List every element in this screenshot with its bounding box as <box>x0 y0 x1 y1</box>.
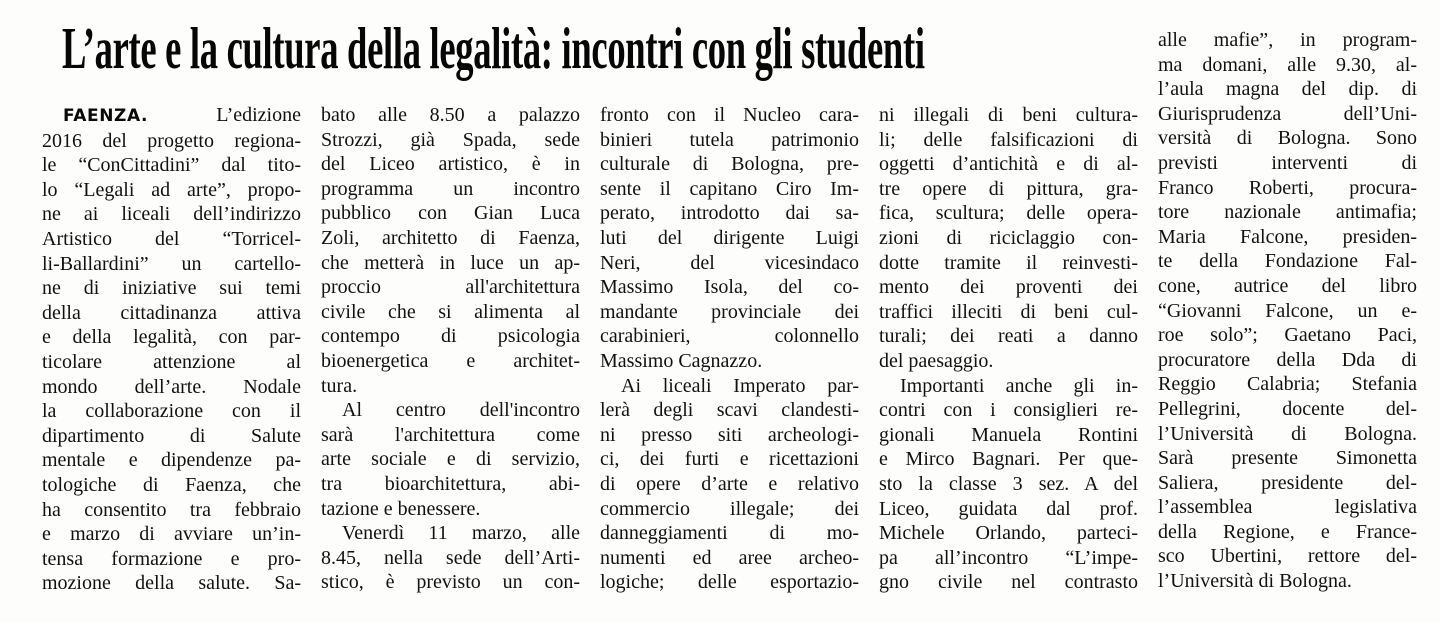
text-line: Importanti anche gli in- <box>900 374 1138 397</box>
text-line: programma un incontro <box>321 177 580 200</box>
text-line: ha consentito tra febbraio <box>42 498 301 521</box>
text-line: ne di iniziative sui temi <box>42 277 301 300</box>
text-line: carabinieri, colonnello <box>600 325 859 348</box>
text-line: della Regione, e France- <box>1158 520 1417 543</box>
text-line: culturale di Bologna, pre- <box>600 153 859 176</box>
text-line: gno civile nel contrasto <box>879 571 1138 594</box>
text-line: ticolare attenzione al <box>42 350 301 373</box>
article-column-4 <box>879 103 1138 595</box>
text-line: sco Ubertini, rettore del- <box>1158 545 1417 568</box>
text-line: civile che si alimenta al <box>321 300 580 323</box>
text-line: Franco Roberti, procura- <box>1158 176 1417 199</box>
text-line: sto la classe 3 sez. A del <box>879 472 1138 495</box>
text-line: roe solo”; Gaetano Paci, <box>1158 324 1417 347</box>
text-line: ne ai liceali dell’indirizzo <box>42 203 301 226</box>
text-line: bioenergetica e architet- <box>321 349 580 372</box>
text-line: Liceo, guidata dal prof. <box>879 497 1138 520</box>
text-line: contempo di psicologia <box>321 325 580 348</box>
article-column-1 <box>42 103 301 596</box>
text-line: turali; dei reati a danno <box>879 325 1138 348</box>
text-line: mentale e dipendenze pa- <box>42 449 301 472</box>
text-line: Neri, del vicesindaco <box>600 251 859 274</box>
text-line: tologiche di Faenza, che <box>42 473 301 496</box>
text-line: pubblico con Gian Luca <box>321 202 580 225</box>
text-line: FAENZA. L’edizione <box>63 104 301 126</box>
text-line: li; delle falsificazioni di <box>879 128 1138 151</box>
text-line: cone, autrice del libro <box>1158 274 1417 297</box>
text-line: numenti ed aree archeo- <box>600 546 859 569</box>
text-line: tazione e benessere. <box>321 497 481 520</box>
text-line: mozione della salute. Sa- <box>42 572 301 595</box>
text-line: Saliera, presidente del- <box>1158 471 1417 494</box>
text-line: Massimo Isola, del co- <box>600 276 859 299</box>
text-line: 2016 del progetto regiona- <box>42 129 301 152</box>
text-line: e Mirco Bagnari. Per que- <box>879 448 1138 471</box>
text-line: del Liceo artistico, è in <box>321 153 580 176</box>
text-line: ci, dei furti e ricettazioni <box>600 448 859 471</box>
text-line: lo “Legali ad arte”, propo- <box>42 178 301 201</box>
text-line: mandante provinciale dei <box>600 300 859 323</box>
text-line: ni illegali di beni cultura- <box>879 104 1138 126</box>
text-line: Strozzi, già Spada, sede <box>321 128 580 151</box>
text-line: Michele Orlando, parteci- <box>879 522 1138 545</box>
text-line: procuratore della Dda di <box>1158 348 1417 371</box>
text-line: Al centro dell'incontro <box>342 399 580 422</box>
text-line: che metterà in luce un ap- <box>321 251 580 274</box>
text-line: perato, introdotto dai sa- <box>600 202 859 225</box>
text-line: Giurisprudenza dell’Uni- <box>1158 102 1417 125</box>
text-line: tra bioarchitettura, abi- <box>321 472 580 495</box>
text-line: contri con i consiglieri re- <box>879 399 1138 422</box>
text-line: di opere d’arte e relativo <box>600 472 859 495</box>
text-line: Pellegrini, docente del- <box>1158 397 1417 420</box>
text-line: dotte tramite il reinvesti- <box>879 251 1138 274</box>
text-line: Massimo Cagnazzo. <box>600 349 763 372</box>
text-line: binieri tutela patrimonio <box>600 128 859 151</box>
article-column-2 <box>321 103 580 595</box>
text-line: mento dei proventi dei <box>879 276 1138 299</box>
text-line: tensa formazione e pro- <box>42 547 301 570</box>
text-line: la collaborazione con il <box>42 400 301 423</box>
text-line: tre opere di pittura, gra- <box>879 177 1138 200</box>
text-line: ni presso siti archeologi- <box>600 423 859 446</box>
text-line: pa all’incontro “L’impe- <box>879 546 1138 569</box>
text-line: fica, scultura; delle opera- <box>879 202 1138 225</box>
text-line: fronto con il Nucleo cara- <box>600 104 859 126</box>
text-line: logiche; delle esportazio- <box>600 571 859 594</box>
text-line: oggetti d’antichità e di al- <box>879 153 1138 176</box>
dateline-kicker: FAENZA. <box>63 106 149 126</box>
text-line: mondo dell’arte. Nodale <box>42 375 301 398</box>
text-line: stico, è previsto un con- <box>321 571 580 594</box>
text-line: proccio all'architettura <box>321 276 580 299</box>
text-line: li-Ballardini” un cartello- <box>42 252 301 275</box>
text-line: Venerdì 11 marzo, alle <box>342 522 580 545</box>
text-line: sente il capitano Ciro Im- <box>600 177 859 200</box>
article-headline: L’arte e la cultura della legalità: incontri con gli studenti <box>62 15 925 81</box>
text-line: Artistico del “Torricel- <box>42 227 301 250</box>
text-line: versità di Bologna. Sono <box>1158 127 1417 150</box>
text-line: dipartimento di Salute <box>42 424 301 447</box>
text-line: ma domani, alle 9.30, al- <box>1158 53 1417 76</box>
text-line: “Giovanni Falcone, un e- <box>1158 299 1417 322</box>
text-line: l’aula magna del dip. di <box>1158 78 1417 101</box>
article-column-3 <box>600 103 859 595</box>
text-line: l’Università di Bologna. <box>1158 422 1417 445</box>
text-line: tore nazionale antimafia; <box>1158 201 1417 224</box>
text-line: gionali Manuela Rontini <box>879 423 1138 446</box>
text-line: arte sociale e di servizio, <box>321 448 580 471</box>
text-line: della cittadinanza attiva <box>42 301 301 324</box>
text-line: del paesaggio. <box>879 349 994 372</box>
text-line: lerà degli scavi clandesti- <box>600 399 859 422</box>
text-line: previsti interventi di <box>1158 151 1417 174</box>
text-line: Sarà presente Simonetta <box>1158 447 1417 470</box>
text-line: Maria Falcone, presiden- <box>1158 225 1417 248</box>
text-line: luti del dirigente Luigi <box>600 226 859 249</box>
text-line: l’Università di Bologna. <box>1158 570 1352 593</box>
text-line: e della legalità, con par- <box>42 326 301 349</box>
text-line: alle mafie”, in program- <box>1158 29 1417 51</box>
text-line: commercio illegale; dei <box>600 497 859 520</box>
text-line: le “ConCittadini” dal tito- <box>42 154 301 177</box>
text-line: Ai liceali Imperato par- <box>621 374 859 397</box>
text-line: bato alle 8.50 a palazzo <box>321 104 580 126</box>
text-line: te della Fondazione Fal- <box>1158 250 1417 273</box>
text-line: e marzo di avviare un’in- <box>42 523 301 546</box>
text-line: danneggiamenti di mo- <box>600 522 859 545</box>
text-line: tura. <box>321 374 358 397</box>
text-line: zioni di riciclaggio con- <box>879 226 1138 249</box>
text-line: Zoli, architetto di Faenza, <box>321 226 580 249</box>
text-line: Reggio Calabria; Stefania <box>1158 373 1417 396</box>
article-column-5 <box>1158 28 1417 594</box>
text-line: sarà l'architettura come <box>321 423 580 446</box>
text-line: traffici illeciti di beni cul- <box>879 300 1138 323</box>
text-line: 8.45, nella sede dell’Arti- <box>321 546 580 569</box>
text-line: l’assemblea legislativa <box>1158 496 1417 519</box>
